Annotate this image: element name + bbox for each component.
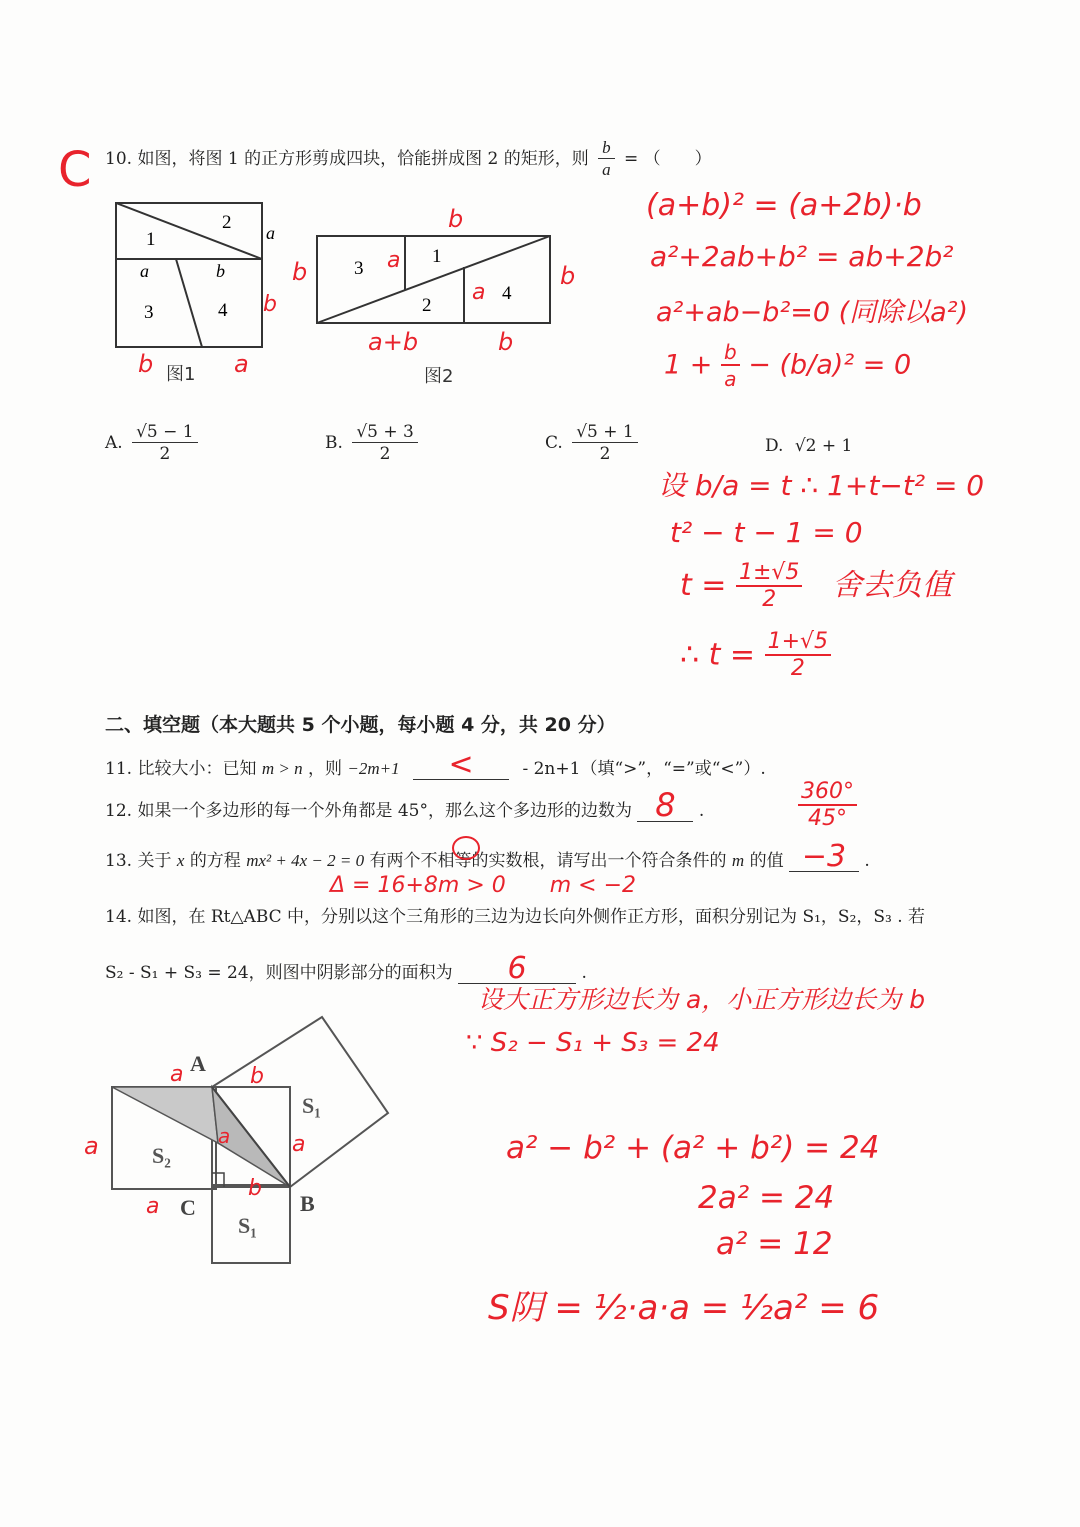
fig1-label-a-top: a (140, 261, 149, 281)
q14-hw-a-right: a (292, 1132, 306, 1157)
fig2-hw-a2: a (472, 280, 486, 305)
q14-work-line-5: a² = 12 (716, 1226, 833, 1262)
q14-work-line-4: 2a² = 24 (698, 1180, 835, 1216)
q14-line-2: S₂ - S₁ + S₃ = 24，则图中阴影部分的面积为 6 . (105, 951, 587, 986)
q14-hw-a-bottom: a (146, 1194, 160, 1219)
q14-work-line-1: 设大正方形边长为 a，小正方形边长为 b (478, 985, 926, 1014)
q12: 12. 如果一个多边形的每一个外角都是 45°，那么这个多边形的边数为 8 . (105, 786, 705, 824)
section-2-title: 二、填空题（本大题共 5 个小题，每小题 4 分，共 20 分） (105, 714, 616, 736)
q12-work: $\frac{360^\circ}{45^\circ}$ (798, 780, 857, 832)
q14-label-s1-top: S₁ (302, 1093, 321, 1118)
fig2-hw-right-b: b (560, 262, 576, 290)
q13-circle-mark (452, 836, 480, 860)
q14-work-line-6: S阴 = ½·a·a = ½a² = 6 (488, 1288, 880, 1328)
fig2-piece-4: 4 (502, 283, 512, 304)
q10-tail: = （ ） (624, 149, 712, 169)
q14-hw-b-top: b (250, 1064, 264, 1089)
fig2-caption: 图2 (424, 366, 454, 387)
q14-label-c: C (180, 1195, 196, 1220)
q10-option-b: B. $\frac{√5 + 3}{2}$ (325, 422, 422, 465)
q10-work-line-7: t = $\frac{1\pm√5}{2}$ 舍去负值 (680, 559, 952, 612)
fig2-hw-bottom-b: b (498, 328, 514, 356)
q14-line-1: 14. 如图，在 Rt△ABC 中，分别以这个三角形的三边为边长向外侧作正方形，面积分别记为 S₁，S₂，S₃ . 若 (105, 907, 926, 927)
fig1-hw-a: a (234, 350, 249, 378)
q10-option-a: A. $\frac{√5 - 1}{2}$ (105, 422, 202, 465)
q14-label-b: B (300, 1191, 315, 1216)
q10-option-c: C. $\frac{√5 + 1}{2}$ (545, 422, 642, 465)
fig1-piece-4: 4 (218, 300, 228, 321)
fig2-hw-bottom-ab: a+b (368, 328, 419, 356)
q10-fraction: $\frac{b}{a}$ (598, 138, 615, 181)
q10-handwritten-answer: C (58, 142, 92, 198)
fig1-label-a-right: a (266, 223, 275, 243)
q10-stem (105, 138, 712, 181)
fig2-hw-a1: a (387, 248, 401, 273)
fig1-piece-3: 3 (144, 302, 154, 323)
q11-answer-blank[interactable]: < (413, 756, 509, 780)
q13: 13. 关于 x 的方程 mx² + 4x − 2 = 0 有两个不相等的实数根，请写出一个符合条件的 m 的值 −3 . (105, 839, 870, 874)
fig2-piece-3: 3 (354, 258, 364, 279)
q14-hw-b-bottom: b (248, 1176, 262, 1201)
fig1-hw-b: b (138, 350, 154, 378)
fig1-piece-1: 1 (146, 229, 156, 250)
q14-label-s1-bottom: S₁ (238, 1213, 257, 1238)
q14-label-a: A (190, 1051, 206, 1076)
q10-work-line-4: 1 + $\frac{b}{a}$ − (b/a)² = 0 (664, 340, 912, 391)
q13-answer-blank[interactable]: −3 (789, 848, 859, 872)
q13-work: Δ = 16+8m > 0 m < −2 (330, 873, 637, 898)
q14-hw-a-mid: a (218, 1124, 231, 1148)
q10-text: 如图，将图 1 的正方形剪成四块，恰能拼成图 2 的矩形，则 (137, 149, 589, 169)
q10-number: 10. (105, 149, 133, 169)
q14-work-line-3: a² − b² + (a² + b²) = 24 (506, 1130, 880, 1166)
fig1-caption: 图1 (166, 364, 196, 385)
fig2-hw-left-b: b (292, 258, 308, 286)
q11: 11. 比较大小：已知 m > n ，则 −2m+1 < - 2n+1（填“>”，“=”或“<”）. (105, 747, 766, 782)
fig1-piece-2: 2 (222, 212, 232, 233)
q14-figure (100, 1005, 400, 1275)
fig2-piece-2: 2 (422, 295, 432, 316)
q10-figure-2 (300, 225, 570, 335)
q14-hw-a-left: a (84, 1132, 99, 1160)
q10-work-line-8: ∴ t = $\frac{1+√5}{2}$ (680, 630, 831, 682)
q10-work-line-3: a²+ab−b²=0 (同除以a²) (656, 297, 969, 328)
q10-work-line-5: 设 b/a = t ∴ 1+t−t² = 0 (658, 469, 985, 502)
q10-work-line-6: t² − t − 1 = 0 (670, 516, 863, 549)
q12-answer-blank[interactable]: 8 (637, 796, 693, 822)
q14-answer-blank[interactable]: 6 (458, 960, 576, 984)
q10-work-line-1: (a+b)² = (a+2b)·b (646, 188, 922, 223)
q14-label-s2: S₂ (152, 1143, 171, 1168)
fig2-hw-top-b: b (448, 205, 464, 233)
q14-hw-a-top: a (170, 1062, 184, 1087)
fig1-hw-b-right: b (263, 292, 277, 317)
q10-work-line-2: a²+2ab+b² = ab+2b² (650, 240, 954, 273)
fig2-piece-1: 1 (432, 246, 442, 267)
q10-option-d: D. √2 + 1 (765, 436, 853, 456)
fig1-label-b-top: b (216, 261, 225, 281)
q14-work-line-2: ∵ S₂ − S₁ + S₃ = 24 (466, 1028, 720, 1058)
